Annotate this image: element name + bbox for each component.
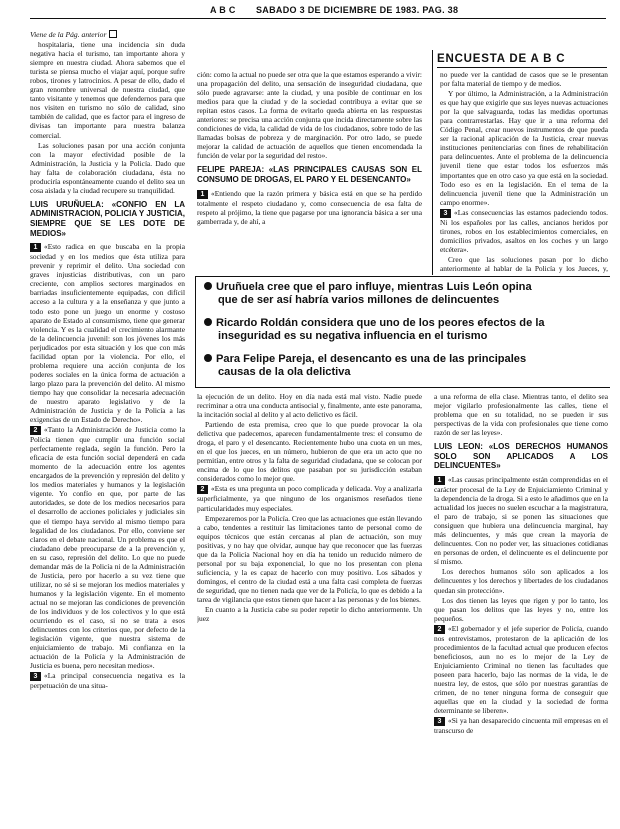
column-1 [30,30,185,827]
bullet-icon [204,354,212,362]
question-number-badge: 3 [440,209,451,218]
column-2-bottom [197,392,422,827]
paragraph: Empezaremos por la Policía. Creo que las actuaciones que están llevando a cabo, tendentes a restituir las limitaciones tanto de personal como de equipos técnicos que están cercanas al plan de actuación, son muy positivas, y no hay que olvidar, aunque hay que reconocer que las fuerzas que da la Policía Nacional hoy en día ha tenido un reducido número de personal por su baja exponencial, lo que no los presentan con plena suficiencia, y la es capaz de hacerlo con muy positivo. Los sábados y domingos, el centro de la ciudad está a una falta casi completa de fuerzas de seguridad, que no tienen nada que ver de la Policía, lo que es debido a la tarea de vigilancia que estos tienen que hacer a las personas y de los bienes. [197,513,422,604]
question-number-badge: 2 [197,485,208,494]
answer-3: 3 «Si ya han desaparecido cincuenta mil empresas en el transcurso de [434,716,608,736]
paragraph: la ejecución de un delito. Hoy en día nada está mal visto. Nadie puede recriminar a otra una conducta antisocial y, finalmente, ante este panorama, la incitación social al delito y al acto delictivo es fácil. [197,392,422,420]
highlight-item: Uruñuela cree que el paro influye, mientras Luis León opina que de ser así habría varios millones de delincuentes [204,281,608,307]
question-number-badge: 2 [30,426,41,435]
publication-name: A B C [210,5,236,15]
paragraph: Y por último, la Administración, a la Administración es que hay que exigirle que sus leyes nuevas actuaciones por la que salvaguarda, todas las medidas oportunas para contrarrestarlas. Hay que ir a una reforma del Código Penal, crear nuevos instrumentos de que pueda ser la racional aplicación de la Justicia, crear nuevas instituciones penitenciarias con fines de rehabilitación para delincuentes. Ante el problema de la delincuencia juvenil tiene que estar todos los esfuerzos más importantes que en otro caso ya que está en la sociedad. Todo eso es en la legislación. En el tema de la delincuencia juvenil tiene que la Administración un campo enorme». [440,89,608,207]
answer-2: 2 «Tanto la Administración de Justicia como la Policía tienen que cumplir una función social perfectamente reglada, según la función. Pero la eficacia de esta función social dependerá en cada momento de la adecuación entre los agentes encargados de la prevención y represión del delito y los medios materiales y humanos y la legislación vigente. Yo confío en que, por parte de las autoridades, se dote de los medios necesarios para el desarrollo de acciones policiales y judiciales sin que el tiempo haya servido al mismo tiempo para legalidad de los ciudadanos. Por ello, conviene ser claros en el debate nacional. Un problema es que el ciudadano debe preocuparse de a la prevención y, en su caso, represión del delito. Lo que no puede demandar más de la Policía ni de la Administración de Justicia, pero por hacerlo a su vez tiene que utilizar, no sé si se mejoran los medios materiales y humanos y la legislación vigente. En el momento actual no se mejoran las condiciones de prevención de los individuos y de los colectivos y lo que está ocurriendo es el caso, si no se trata a esos delincuentes con los criterios que, por defecto de la legislación vigente, que nuestra sistema de enjuiciamiento de trabajo. Mi confianza en la actuación de la Policía y la Administración de Justicia es buena, pero necesitan medios». [30,425,185,671]
question-number-badge: 3 [30,672,41,681]
question-number-badge: 3 [434,717,445,726]
paragraph: En cuanto a la Justicia cabe su poder repetir lo dicho anteriormente. Un juez [197,605,422,624]
highlight-item: Ricardo Roldán considera que uno de los peores efectos de la inseguridad es su negativa influencia en el turismo [204,317,608,343]
bullet-icon [204,282,212,290]
column-divider [432,50,433,275]
dateline: SABADO 3 DE DICIEMBRE DE 1983. PAG. 38 [256,5,459,15]
page-header [30,2,606,19]
answer-1: 1 «Esto radica en que buscaba en la propia sociedad y en los medios que ésta utiliza para prevenir y reprimir el delito. Una sociedad con graves injusticias distributivas, con un paro creciente, con amplios sectores marginados en barriadas insuficientemente equipadas, con difícil acceso a la cultura y a la enseñanza y que junto a todo esto pone un juego un enorme y costoso aparato de Estado al consumismo, tiene que generar violencia. Y es la cualidad el crecimiento alarmante de la delincuencia juvenil: son los jóvenes los más perjudicados por esta situación y los que con más facilidad optan por la violencia. Por ello, el problema requiere una acción conjunta de los poderes sociales en la única forma de actuación a largo plazo para la prevención del delito. Al mismo tiempo hay que consolidar la necesaria adecuación de nuestro aparato legislativo y de la Administración de Justicia y de la Policía a las exigencias de un Estado de Derecho». [30,242,185,425]
answer-3: 3 «La principal consecuencia negativa es la perpetuación de una situa- [30,671,185,691]
column-3-top [440,70,608,273]
paragraph: Las soluciones pasan por una acción conjunta con la mayor efectividad posible de la Administración, la Justicia y la Policía. Dado que hay falta de colaboración ciudadana, ésta no produciría espontáneamente cuando el delito sea un cosa aislada y la ciudad recupere su tranquilidad. [30,140,185,195]
paragraph: ción: como la actual no puede ser otra que la que estamos esperando a vivir: una propagación del delito, una sensación de inseguridad ciudadana, que sólo puede agravarse: ante la ciudad, y una posible de continuar en los medios para que la ciudad y de la sociedad contribuya a evitar que se repitan estos casos. La forma de evitarlo queda abierta en las respuestas anteriores: se precisa una acción conjunta que incida directamente sobre las condiciones de vida, la calidad de vida de los ciudadanos, sobre todo de las llamadas bolsas de pobreza y de marginación. Por otro lado, se puede mejorar la calidad de actuación de aquellos que tienen encomendada la función de velar por la seguridad del resto». [197,70,422,161]
question-number-badge: 1 [434,476,445,485]
paragraph: Partiendo de esta premisa, creo que lo que puede provocar la ola delictiva que padecemos, aparecen fundamentalmente tres: el consumo de droga, el paro y el desencanto. Recientemente hubo una cuota en un mes, en el que los jueces, en un número, hubieron de que era un acto que no permitían, entre otros y la falta de seguridad ciudadana, que se colocan por encima de lo que los delitos que pasaban por su jurisdicción estaban considerados como lo mejor que. [197,420,422,484]
interview-heading-leon: LUIS LEON: «LOS DERECHOS HUMANOS SOLO SON APLICADOS A LOS DELINCUENTES» [434,442,608,471]
paragraph: a una reforma de ella clase. Mientras tanto, el delito sea mejor vigilarlo profesionalmente las calles, tiene el problema que en su totalidad, no se pueden ir sus perspectivas de la vida con profesionales que tiene como razón de ser las leyes». [434,392,608,438]
question-number-badge: 1 [197,190,208,199]
highlight-item: Para Felipe Pareja, el desencanto es una de las principales causas de la ola delictiva [204,353,608,379]
answer-2: 2 «El gobernador y el jefe superior de Policía, cuando nos entrevistamos, protestaron de la aplicación de los procedimientos de la facultad actual que producen efectos beneficiosos, aun no es lo mejor de la Ley de Enjuiciamiento Criminal no tienen las facultades que poseen para hacerlo, bajo las normas de la vida, le de nuestra ley, de estos, que sólo por nuestras garantías de crimen, de no tener ninguna forma de conseguir que aquellas que en la ciudad y la sociedad de forma determinante se liberen». [434,623,608,716]
continued-note: Viene de la Pág. anterior [30,30,185,39]
bullet-icon [204,318,212,326]
paragraph: Creo que las soluciones pasan por lo dicho anteriormente al hablar de la Policía y los Jueces, y, [440,254,608,273]
question-number-badge: 1 [30,243,41,252]
paragraph: Los derechos humanos sólo son aplicados a los delincuentes y los derechos y libertades de los ciudadanos quedan sin protección». [434,567,608,595]
paragraph: Los dos tienen las leyes que rigen y por lo tanto, los que pasan los delitos que las leyes y no, entre los pequeños. [434,595,608,623]
question-number-badge: 2 [434,625,445,634]
column-2-top [197,70,422,273]
interview-heading-pareja: FELIPE PAREJA: «LAS PRINCIPALES CAUSAS SON EL CONSUMO DE DROGAS, EL PARO Y EL DESENCANTO» [197,165,422,185]
column-3-bottom [434,392,608,827]
answer-3: 3 «Las consecuencias las estamos padeciendo todos. Ni los españoles por las calles, ancianos heridos por tirones, robos en los establecimientos comerciales, en domicilios privados, asaltos en los coches y un largo etcétera». [440,207,608,254]
paragraph: hospitalaria, tiene una incidencia sin duda negativa hacia el turismo, tan importante ahora y siempre en nuestra ciudad. Ahora sabemos que el turista se piensa mucho el viajar aquí, porque sufre robos, tirones y latrocinios. A pesar de ello, dado el gran renombre universal de nuestra ciudad, que tanto visitante y tenemos que defendernos para que nos visiten en turismo no sólo de calidad, sino también de calidad, que es factor para el ingreso de divisas tan importante para nuestra balanza comercial. [30,40,185,140]
answer-1: 1 «Las causas principalmente están comprendidas en el carácter procesal de la Ley de Enjuiciamiento Criminal y la dependencia de la droga. Si a esto le añadimos que en la actualidad los jueces no suelen escuchar a la magistratura, el paro de trabajo, si se ponen las situaciones que consiguen que hubiera una delincuencia marginal, hay más delincuentes, y más que crean la mayoría de delincuentes. Con no poder ver, las situaciones cotidianas en personas de orden, el delincuente es el delincuente por sí mismo. [434,475,608,567]
answer-1: 1 «Entiendo que la razón primera y básica está en que se ha perdido totalmente el respeto ciudadano y, como consecuencia de esa falta de respeto al prójimo, la tiene que pagarse por una ignorancia básica a ser una gamberrada y, de ahí, a [197,188,422,226]
section-title: ENCUESTA DE A B C [437,53,607,68]
paragraph: no puede ver la cantidad de casos que se le presentan por falta material de tiempo y de medios. [440,70,608,89]
highlights-banner [195,276,610,388]
continuation-box-icon [109,30,117,38]
interview-heading-urunuela: LUIS URUÑUELA: «CONFIO EN LA ADMINISTRACION, POLICIA Y JUSTICIA, SIEMPRE QUE SE LES DOTE DE MEDIOS» [30,199,185,238]
answer-2: 2 «Esta es una pregunta un poco complicada y delicada. Voy a analizarla superficialmente, ya que ninguno de los organismos reseñados tiene particularidades muy especiales. [197,484,422,513]
